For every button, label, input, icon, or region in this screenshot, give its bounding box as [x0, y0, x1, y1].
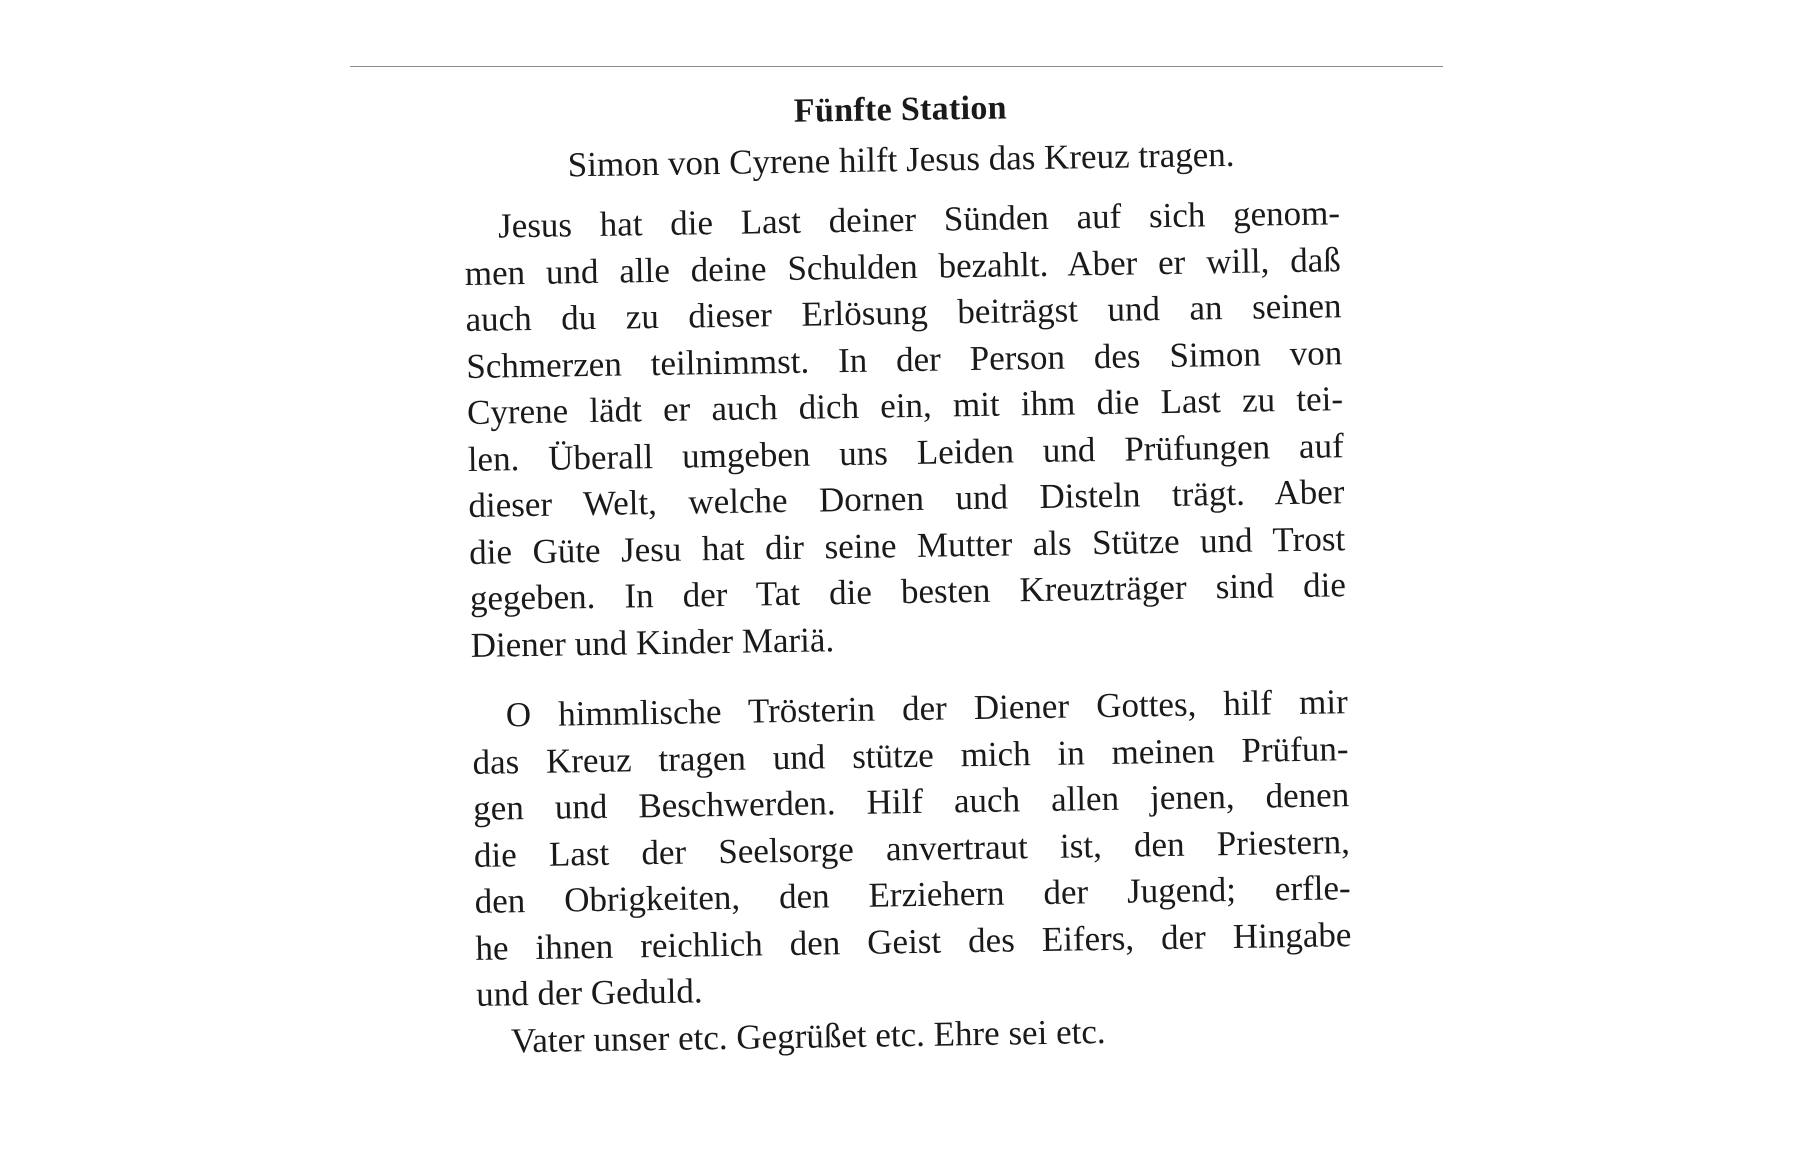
closing-prayers: Vater unser etc. Gegrüßet etc. Ehre sei etc.: [510, 1011, 1106, 1060]
paragraph-line: Diener und Kinder Mariä.: [470, 619, 835, 665]
paragraph-line: die Last der Seelsorge anvertraut ist, den Priestern,: [473, 821, 1351, 875]
paragraph-line: len. Überall umgeben uns Leiden und Prüfungen auf: [467, 425, 1344, 479]
paragraph-line: Schmerzen teilnimmst. In der Person des Simon von: [465, 332, 1343, 386]
paragraph-line: men und alle deine Schulden bezahlt. Aber er will, daß: [464, 239, 1342, 293]
paragraph-line: O himmlische Trösterin der Diener Gottes, hilf mir: [505, 682, 1348, 735]
paragraph-line: die Güte Jesu hat dir seine Mutter als Stütze und Trost: [468, 518, 1346, 572]
station-title: Fünfte Station: [793, 89, 1008, 130]
paragraph-line: dieser Welt, welche Dornen und Disteln trägt. Aber: [468, 472, 1345, 525]
paragraph-line: he ihnen reichlich den Geist des Eifers, der Hingabe: [475, 914, 1352, 968]
text-block: [462, 78, 1353, 1065]
station-subtitle: Simon von Cyrene hilft Jesus das Kreuz tragen.: [567, 134, 1235, 185]
paragraph-line: gegeben. In der Tat die besten Kreuzträger sind die: [469, 565, 1347, 618]
paragraph-line: Cyrene lädt er auch dich ein, mit ihm die Last zu tei-: [466, 379, 1344, 432]
paragraph-line: auch du zu dieser Erlösung beiträgst und an seinen: [465, 286, 1342, 339]
paragraph-line: das Kreuz tragen und stütze mich in meinen Prüfun-: [472, 728, 1349, 782]
top-divider: [350, 66, 1443, 67]
meditation-paragraph: [464, 190, 1347, 669]
paragraph-line: Jesus hat die Last deiner Sünden auf sich genom-: [497, 193, 1341, 246]
paragraph-line: gen und Beschwerden. Hilf auch allen jenen, denen: [472, 775, 1350, 828]
paragraph-line: den Obrigkeiten, den Erziehern der Jugend; erfle-: [474, 868, 1351, 921]
prayer-paragraph: [471, 679, 1352, 1018]
paragraph-line: und der Geduld.: [475, 971, 703, 1014]
